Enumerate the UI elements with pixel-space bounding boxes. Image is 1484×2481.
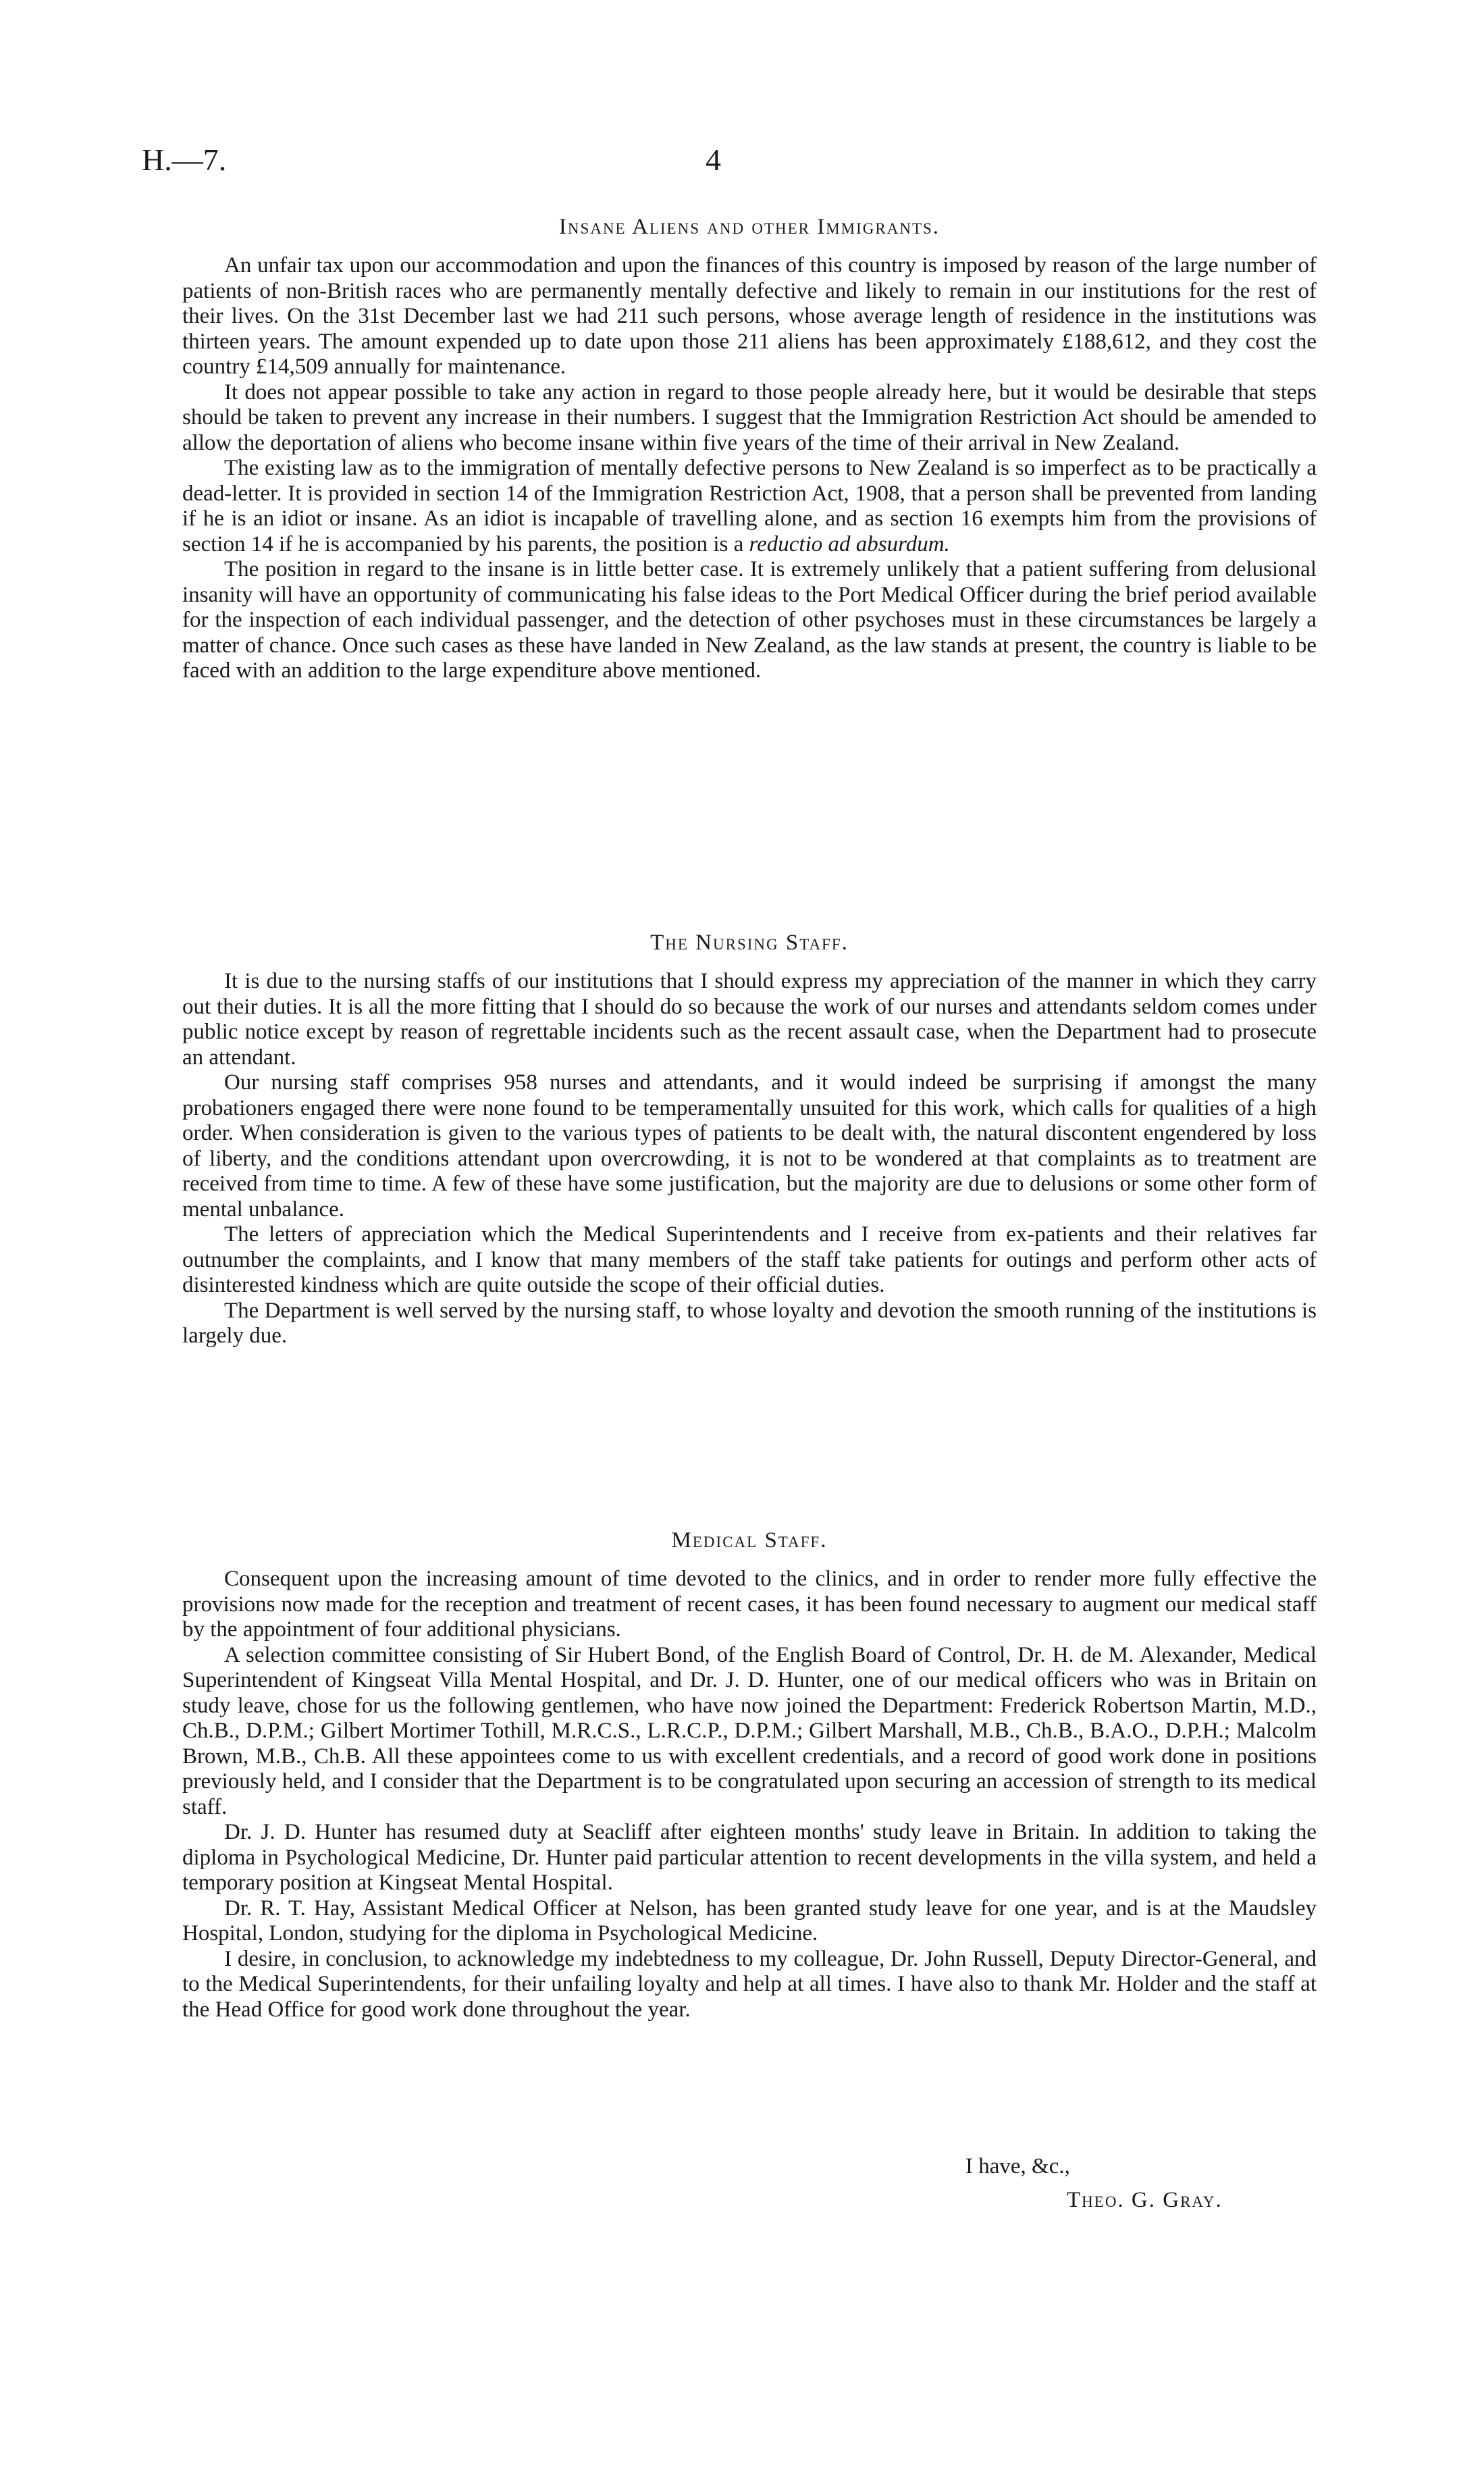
section-insane-aliens bbox=[182, 215, 1317, 684]
paragraph: Dr. J. D. Hunter has resumed duty at Seacliff after eighteen months' study leave in Britain. In addition to taking the diploma in Psychological Medicine, Dr. Hunter paid particular attention to recent developments in the villa system, and held a temporary position at Kingseat Mental Hospital. bbox=[182, 1820, 1317, 1895]
closing-salutation: I have, &c., bbox=[965, 2154, 1070, 2178]
paragraph: It does not appear possible to take any action in regard to those people already here, but it would be desirable that steps should be taken to prevent any increase in their numbers. I suggest that the Immigration Restriction Act should be amended to allow the deportation of aliens who become insane within five years of the time of their arrival in New Zealand. bbox=[182, 380, 1317, 455]
paragraph bbox=[182, 456, 1317, 557]
page-header bbox=[135, 142, 1350, 189]
paragraph: The Department is well served by the nursing staff, to whose loyalty and devotion the smooth running of the institutions is largely due. bbox=[182, 1298, 1317, 1348]
section-title: The Nursing Staff. bbox=[650, 931, 849, 955]
section-title: Insane Aliens and other Immigrants. bbox=[558, 215, 940, 239]
section-nursing-staff bbox=[182, 931, 1317, 1349]
paragraph-text: The existing law as to the immigration of mentally defective persons to New Zealand is so imperfect as to be practically a dead-letter. It is provided in section 14 of the Immigration Restriction Act, 1908, that a person shall be prevented from landing if he is an idiot or insane. As an idiot is incapable of travelling alone, and as section 16 exempts him from the provisions of section 14 if he is accompanied by his parents, the position is a bbox=[182, 456, 1317, 556]
paragraph: The position in regard to the insane is in little better case. It is extremely unlikely that a patient suffering from delusional insanity will have an opportunity of communicating his false ideas to the Port Medical Officer during the brief period available for the inspection of each individual passenger, and the detection of other psychoses must in these circumstances be largely a matter of chance. Once such cases as these have landed in New Zealand, as the law stands at present, the country is liable to be faced with an addition to the large expenditure above mentioned. bbox=[182, 557, 1317, 683]
document-code: H.—7. bbox=[142, 142, 227, 177]
paragraph: I desire, in conclusion, to acknowledge my indebtedness to my colleague, Dr. John Russell, Deputy Director-General, and to the Medical Superintendents, for their unfailing loyalty and help at all times. I have also to thank Mr. Holder and the staff at the Head Office for good work done throughout the year. bbox=[182, 1946, 1317, 2022]
paragraph: Our nursing staff comprises 958 nurses and attendants, and it would indeed be surprising if amongst the many probationers engaged there were none found to be temperamentally unsuited for this work, which calls for qualities of a high order. When consideration is given to the various types of patients to be dealt with, the natural discontent engendered by loss of liberty, and the conditions attendant upon overcrowding, it is not to be wondered at that complaints as to treatment are received from time to time. A few of these have some justification, but the majority are due to delusions or some other form of mental unbalance. bbox=[182, 1070, 1317, 1222]
italic-phrase: reductio ad absurdum. bbox=[749, 531, 950, 556]
paragraph: An unfair tax upon our accommodation and upon the finances of this country is imposed by reason of the large number of patients of non-British races who are permanently mentally defective and likely to remain in our institutions for the rest of their lives. On the 31st December last we had 211 such persons, whose average length of residence in the institutions was thirteen years. The amount expended up to date upon those 211 aliens has been approximately £188,612, and they cost the country £14,509 annually for maintenance. bbox=[182, 253, 1317, 379]
page-number: 4 bbox=[706, 142, 721, 177]
section-medical-staff bbox=[182, 1528, 1317, 2022]
paragraph: It is due to the nursing staffs of our institutions that I should express my appreciation of the manner in which they carry out their duties. It is all the more fitting that I should do so because the work of our nurses and attendants seldom comes under public notice except by reason of regrettable incidents such as the recent assault case, when the Department had to prosecute an attendant. bbox=[182, 969, 1317, 1070]
paragraph: A selection committee consisting of Sir Hubert Bond, of the English Board of Control, Dr. H. de M. Alexander, Medical Superintendent of Kingseat Villa Mental Hospital, and Dr. J. D. Hunter, one of our medical officers who was in Britain on study leave, chose for us the following gentlemen, who have now joined the Department: Frederick Robertson Martin, M.D., Ch.B., D.P.M.; Gilbert Mortimer Tothill, M.R.C.S., L.R.C.P., D.P.M.; Gilbert Marshall, M.B., Ch.B., B.A.O., D.P.H.; Malcolm Brown, M.B., Ch.B. All these appointees come to us with excellent credentials, and a record of good work done in positions previously held, and I consider that the Department is to be congratulated upon securing an accession of strength to its medical staff. bbox=[182, 1642, 1317, 1819]
paragraph: Consequent upon the increasing amount of time devoted to the clinics, and in order to render more fully effective the provisions now made for the reception and treatment of recent cases, it has been found necessary to augment our medical staff by the appointment of four additional physicians. bbox=[182, 1567, 1317, 1642]
section-title: Medical Staff. bbox=[671, 1528, 828, 1552]
paragraph: The letters of appreciation which the Medical Superintendents and I receive from ex-patients and their relatives far outnumber the complaints, and I know that many members of the staff take patients for outings and perform other acts of disinterested kindness which are quite outside the scope of their official duties. bbox=[182, 1222, 1317, 1297]
signature: Theo. G. Gray. bbox=[1067, 2188, 1223, 2212]
paragraph: Dr. R. T. Hay, Assistant Medical Officer at Nelson, has been granted study leave for one year, and is at the Maudsley Hospital, London, studying for the diploma in Psychological Medicine. bbox=[182, 1896, 1317, 1945]
